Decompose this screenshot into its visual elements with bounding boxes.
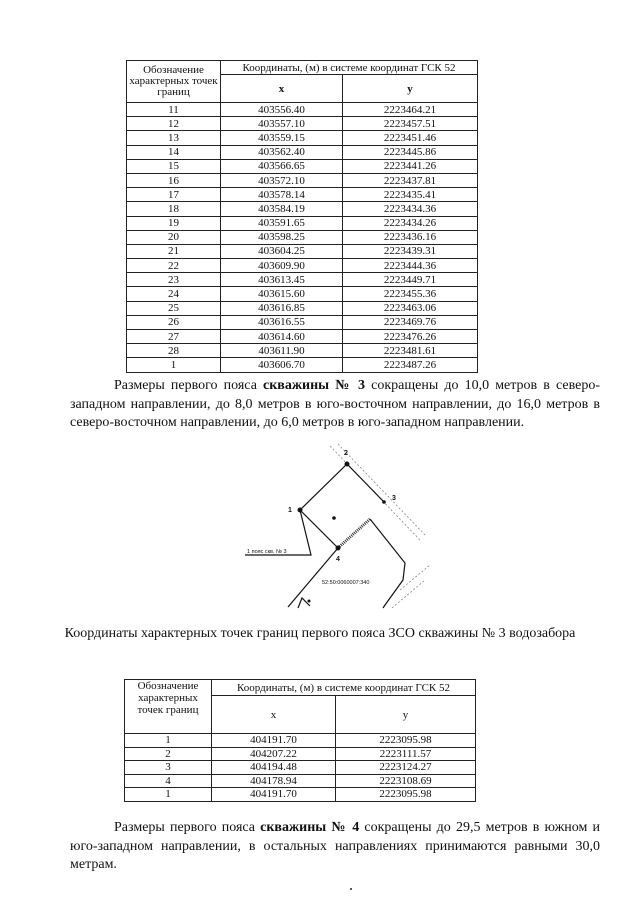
x-coordinate: 404191.70 [212, 788, 336, 802]
table-row [125, 788, 476, 802]
y-coordinate: 2223441.26 [343, 159, 478, 173]
table-row [127, 159, 478, 173]
table-row [125, 734, 476, 748]
header-x: x [212, 696, 336, 734]
point-2-marker [345, 462, 350, 467]
header-y: y [343, 75, 478, 103]
point-id: 17 [127, 188, 221, 202]
table-row [127, 230, 478, 244]
table-row [127, 216, 478, 230]
well-marker [332, 516, 336, 520]
paragraph-text: сокращены до 29,5 метров в южном и юго-западном направлении, в остальных направлениях принимаются равными 30,0 метрам. [70, 820, 600, 872]
y-coordinate: 2223108.69 [336, 774, 476, 788]
point-id: 14 [127, 145, 221, 159]
point-id: 12 [127, 117, 221, 131]
y-coordinate: 2223476.26 [343, 330, 478, 344]
point-id: 28 [127, 344, 221, 358]
parcel-number: 52:50:0060007:340 [322, 580, 370, 586]
x-coordinate: 403566.65 [221, 159, 343, 173]
coordinates-table-1 [126, 60, 478, 373]
point-label-4: 4 [336, 556, 340, 563]
y-coordinate: 2223464.21 [343, 103, 478, 117]
table-row [127, 131, 478, 145]
point-id: 3 [125, 761, 212, 775]
table-row [127, 117, 478, 131]
x-coordinate: 403613.45 [221, 273, 343, 287]
point-label-3: 3 [392, 495, 396, 502]
point-id: 4 [125, 774, 212, 788]
point-4-marker [336, 546, 341, 551]
point-id: 18 [127, 202, 221, 216]
point-3-marker [382, 500, 386, 504]
y-coordinate: 2223487.26 [343, 358, 478, 372]
point-1-marker [298, 508, 303, 513]
point-label-2: 2 [344, 450, 348, 457]
point-id: 26 [127, 315, 221, 329]
table-row [127, 244, 478, 258]
y-coordinate: 2223445.86 [343, 145, 478, 159]
table-row [127, 202, 478, 216]
y-coordinate: 2223435.41 [343, 188, 478, 202]
x-coordinate: 404178.94 [212, 774, 336, 788]
header-point-designation: Обозначение характерных точек границ [127, 61, 221, 103]
header-x: x [221, 75, 343, 103]
point-id: 23 [127, 273, 221, 287]
small-marker [308, 600, 311, 603]
y-coordinate: 2223481.61 [343, 344, 478, 358]
header-coordinates: Координаты, (м) в системе координат ГСК 52 [212, 680, 476, 696]
table-row [127, 287, 478, 301]
well-name: скважины № 3 [263, 378, 365, 393]
x-coordinate: 403611.90 [221, 344, 343, 358]
table-row [125, 774, 476, 788]
x-coordinate: 403616.85 [221, 301, 343, 315]
header-point-designation: Обозначение характерных точек границ [125, 680, 212, 734]
y-coordinate: 2223439.31 [343, 244, 478, 258]
table-row [127, 145, 478, 159]
header-y: y [336, 696, 476, 734]
header-coordinates: Координаты, (м) в системе координат ГСК 52 [221, 61, 478, 75]
y-coordinate: 2223124.27 [336, 761, 476, 775]
point-id: 27 [127, 330, 221, 344]
hatched-segment [338, 519, 370, 548]
coordinates-table-2 [124, 679, 476, 802]
y-coordinate: 2223444.36 [343, 259, 478, 273]
y-coordinate: 2223469.76 [343, 315, 478, 329]
y-coordinate: 2223455.36 [343, 287, 478, 301]
zone-boundary [245, 464, 405, 608]
x-coordinate: 403598.25 [221, 230, 343, 244]
point-id: 2 [125, 747, 212, 761]
y-coordinate: 2223434.36 [343, 202, 478, 216]
y-coordinate: 2223457.51 [343, 117, 478, 131]
point-id: 11 [127, 103, 221, 117]
paragraph-text: Размеры первого пояса [114, 378, 264, 393]
table-row [127, 358, 478, 372]
y-coordinate: 2223095.98 [336, 788, 476, 802]
point-id: 1 [127, 358, 221, 372]
table-row [127, 173, 478, 187]
table-row [127, 330, 478, 344]
table-row [127, 344, 478, 358]
table-row [127, 273, 478, 287]
table-row [127, 259, 478, 273]
table-row [127, 103, 478, 117]
zone-diagram [220, 440, 440, 620]
x-coordinate: 403584.19 [221, 202, 343, 216]
x-coordinate: 403556.40 [221, 103, 343, 117]
x-coordinate: 403604.25 [221, 244, 343, 258]
x-coordinate: 403591.65 [221, 216, 343, 230]
table-row [125, 747, 476, 761]
zone-label: 1 пояс скв. № 3 [247, 549, 287, 555]
paragraph-text: Размеры первого пояса [114, 820, 261, 835]
x-coordinate: 403557.10 [221, 117, 343, 131]
point-label-1: 1 [288, 507, 292, 514]
x-coordinate: 403609.90 [221, 259, 343, 273]
point-id: 19 [127, 216, 221, 230]
y-coordinate: 2223463.06 [343, 301, 478, 315]
point-id: 16 [127, 173, 221, 187]
y-coordinate: 2223111.57 [336, 747, 476, 761]
point-id: 13 [127, 131, 221, 145]
x-coordinate: 403615.60 [221, 287, 343, 301]
x-coordinate: 403578.14 [221, 188, 343, 202]
paragraph-well-4 [70, 819, 600, 875]
y-coordinate: 2223449.71 [343, 273, 478, 287]
page-mark-dot [350, 888, 352, 890]
y-coordinate: 2223451.46 [343, 131, 478, 145]
point-id: 22 [127, 259, 221, 273]
y-coordinate: 2223436.16 [343, 230, 478, 244]
x-coordinate: 404194.48 [212, 761, 336, 775]
table-row [125, 761, 476, 775]
x-coordinate: 403606.70 [221, 358, 343, 372]
y-coordinate: 2223434.26 [343, 216, 478, 230]
x-coordinate: 404207.22 [212, 747, 336, 761]
table-row [127, 188, 478, 202]
x-coordinate: 403562.40 [221, 145, 343, 159]
table-row [127, 301, 478, 315]
point-id: 15 [127, 159, 221, 173]
x-coordinate: 403616.55 [221, 315, 343, 329]
point-id: 24 [127, 287, 221, 301]
x-coordinate: 403572.10 [221, 173, 343, 187]
point-id: 25 [127, 301, 221, 315]
paragraph-text: сокращены до 10,0 метров в северо-западном направлении, до 8,0 метров в юго-восточном направлении, до 16,0 метров в северо-восточном направлении, до 6,0 метров в юго-западном направлении. [70, 378, 600, 430]
paragraph-well-3 [70, 377, 600, 433]
point-id: 21 [127, 244, 221, 258]
x-coordinate: 403614.60 [221, 330, 343, 344]
table-row [127, 315, 478, 329]
y-coordinate: 2223437.81 [343, 173, 478, 187]
point-id: 1 [125, 734, 212, 748]
table-caption: Координаты характерных точек границ первого пояса ЗСО скважины № 3 водозабора [64, 626, 576, 641]
point-id: 20 [127, 230, 221, 244]
well-name: скважины № 4 [260, 820, 360, 835]
x-coordinate: 403559.15 [221, 131, 343, 145]
point-id: 1 [125, 788, 212, 802]
y-coordinate: 2223095.98 [336, 734, 476, 748]
x-coordinate: 404191.70 [212, 734, 336, 748]
